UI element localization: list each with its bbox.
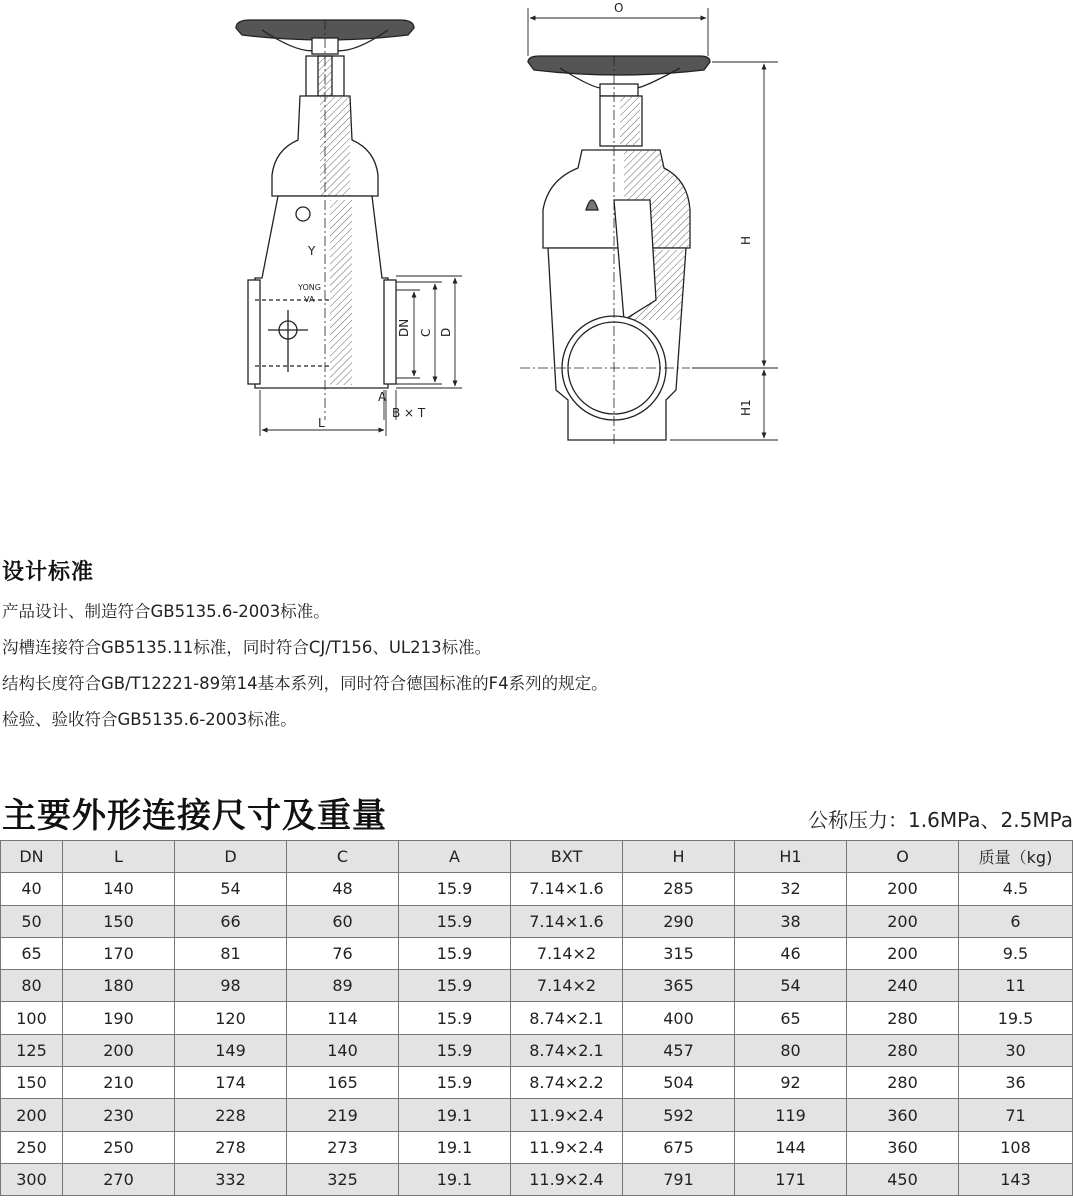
table-cell: 125: [1, 1034, 63, 1066]
table-cell: 54: [735, 970, 847, 1002]
table-row: [1, 970, 1073, 1002]
design-standards-title: 设计标准: [2, 560, 95, 585]
table-cell: 315: [623, 937, 735, 969]
table-row: [1, 1067, 1073, 1099]
table-cell: 120: [175, 1002, 287, 1034]
table-cell: 280: [847, 1034, 959, 1066]
table-cell: 30: [959, 1034, 1073, 1066]
table-row: [1, 1163, 1073, 1195]
table-cell: 592: [623, 1099, 735, 1131]
table-cell: 36: [959, 1067, 1073, 1099]
table-cell: 171: [735, 1163, 847, 1195]
table-row: [1, 937, 1073, 969]
table-cell: 11: [959, 970, 1073, 1002]
table-cell: 11.9×2.4: [511, 1163, 623, 1195]
table-cell: 15.9: [399, 1034, 511, 1066]
table-cell: 6: [959, 905, 1073, 937]
table-cell: 150: [1, 1067, 63, 1099]
table-cell: 4.5: [959, 873, 1073, 905]
table-cell: 280: [847, 1067, 959, 1099]
table-cell: 19.1: [399, 1131, 511, 1163]
table-cell: 250: [1, 1131, 63, 1163]
table-header-area: [0, 786, 1073, 836]
nominal-pressure: 公称压力：1.6MPa、2.5MPa: [808, 808, 1073, 832]
table-cell: 325: [287, 1163, 399, 1195]
table-cell: 165: [287, 1067, 399, 1099]
table-cell: 7.14×1.6: [511, 905, 623, 937]
table-cell: 119: [735, 1099, 847, 1131]
valve-technical-drawing: [0, 0, 1073, 460]
table-cell: 66: [175, 905, 287, 937]
table-cell: 32: [735, 873, 847, 905]
dimensions-weight-table: [0, 840, 1073, 1196]
table-cell: 40: [1, 873, 63, 905]
table-cell: 15.9: [399, 1067, 511, 1099]
table-cell: 60: [287, 905, 399, 937]
side-section-view: [520, 56, 710, 445]
table-cell: 365: [623, 970, 735, 1002]
table-cell: 200: [63, 1034, 175, 1066]
table-row: [1, 873, 1073, 905]
table-cell: 15.9: [399, 873, 511, 905]
table-cell: 200: [847, 873, 959, 905]
dim-label-c: C: [419, 328, 433, 337]
table-cell: 228: [175, 1099, 287, 1131]
table-cell: 273: [287, 1131, 399, 1163]
dim-label-d: D: [439, 327, 453, 337]
table-cell: 143: [959, 1163, 1073, 1195]
table-cell: 140: [63, 873, 175, 905]
column-header: C: [287, 841, 399, 873]
dim-label-h1: H1: [739, 399, 753, 416]
table-cell: 80: [1, 970, 63, 1002]
table-cell: 7.14×1.6: [511, 873, 623, 905]
column-header: 质量（kg): [959, 841, 1073, 873]
table-cell: 200: [1, 1099, 63, 1131]
column-header: DN: [1, 841, 63, 873]
table-cell: 210: [63, 1067, 175, 1099]
design-standards-section: [2, 555, 1062, 738]
standard-line-3: 结构长度符合GB/T12221-89第14基本系列，同时符合德国标准的F4系列的规定。: [2, 674, 608, 693]
table-cell: 108: [959, 1131, 1073, 1163]
dim-label-bxt: B × T: [392, 406, 426, 420]
column-header: H: [623, 841, 735, 873]
table-cell: 174: [175, 1067, 287, 1099]
table-row: [1, 1034, 1073, 1066]
standard-line-1: 产品设计、制造符合GB5135.6-2003标准。: [2, 602, 330, 621]
table-cell: 280: [847, 1002, 959, 1034]
table-cell: 150: [63, 905, 175, 937]
table-cell: 114: [287, 1002, 399, 1034]
table-cell: 300: [1, 1163, 63, 1195]
table-cell: 360: [847, 1099, 959, 1131]
table-cell: 149: [175, 1034, 287, 1066]
table-cell: 332: [175, 1163, 287, 1195]
table-cell: 9.5: [959, 937, 1073, 969]
table-cell: 278: [175, 1131, 287, 1163]
table-cell: 504: [623, 1067, 735, 1099]
table-cell: 15.9: [399, 937, 511, 969]
table-cell: 80: [735, 1034, 847, 1066]
table-cell: 675: [623, 1131, 735, 1163]
table-cell: 250: [63, 1131, 175, 1163]
body-letter-y: Y: [308, 244, 316, 258]
dim-label-dn: DN: [397, 318, 411, 337]
column-header: D: [175, 841, 287, 873]
table-cell: 285: [623, 873, 735, 905]
table-cell: 50: [1, 905, 63, 937]
table-cell: 19.5: [959, 1002, 1073, 1034]
table-cell: 190: [63, 1002, 175, 1034]
table-title: 主要外形连接尺寸及重量: [2, 796, 387, 836]
table-row: [1, 1131, 1073, 1163]
table-cell: 76: [287, 937, 399, 969]
table-cell: 38: [735, 905, 847, 937]
standard-line-2: 沟槽连接符合GB5135.11标准，同时符合CJ/T156、UL213标准。: [2, 638, 492, 657]
dim-label-o: O: [614, 1, 624, 15]
table-cell: 791: [623, 1163, 735, 1195]
front-section-view: [236, 20, 414, 420]
table-cell: 15.9: [399, 1002, 511, 1034]
table-cell: 89: [287, 970, 399, 1002]
table-cell: 65: [735, 1002, 847, 1034]
table-cell: 65: [1, 937, 63, 969]
table-cell: 11.9×2.4: [511, 1131, 623, 1163]
table-cell: 457: [623, 1034, 735, 1066]
table-cell: 170: [63, 937, 175, 969]
table-cell: 360: [847, 1131, 959, 1163]
table-cell: 180: [63, 970, 175, 1002]
table-cell: 270: [63, 1163, 175, 1195]
table-cell: 11.9×2.4: [511, 1099, 623, 1131]
table-cell: 15.9: [399, 905, 511, 937]
table-cell: 98: [175, 970, 287, 1002]
table-cell: 8.74×2.1: [511, 1002, 623, 1034]
table-cell: 100: [1, 1002, 63, 1034]
table-cell: 140: [287, 1034, 399, 1066]
column-header: BXT: [511, 841, 623, 873]
table-cell: 219: [287, 1099, 399, 1131]
table-cell: 8.74×2.2: [511, 1067, 623, 1099]
table-cell: 81: [175, 937, 287, 969]
table-cell: 290: [623, 905, 735, 937]
table-cell: 19.1: [399, 1099, 511, 1131]
table-cell: 400: [623, 1002, 735, 1034]
table-cell: 19.1: [399, 1163, 511, 1195]
column-header: H1: [735, 841, 847, 873]
column-header: L: [63, 841, 175, 873]
table-cell: 7.14×2: [511, 937, 623, 969]
table-cell: 8.74×2.1: [511, 1034, 623, 1066]
table-cell: 48: [287, 873, 399, 905]
table-cell: 7.14×2: [511, 970, 623, 1002]
table-cell: 92: [735, 1067, 847, 1099]
dim-label-h: H: [739, 235, 753, 245]
table-row: [1, 1099, 1073, 1131]
table-cell: 200: [847, 905, 959, 937]
dim-label-a: A: [378, 390, 387, 404]
dim-label-l: L: [318, 416, 325, 430]
table-cell: 230: [63, 1099, 175, 1131]
table-row: [1, 1002, 1073, 1034]
body-letters-yong: YONG: [298, 283, 321, 292]
table-cell: 15.9: [399, 970, 511, 1002]
table-header-row: [1, 841, 1073, 873]
table-cell: 71: [959, 1099, 1073, 1131]
table-row: [1, 905, 1073, 937]
table-cell: 144: [735, 1131, 847, 1163]
table-cell: 200: [847, 937, 959, 969]
column-header: A: [399, 841, 511, 873]
table-cell: 46: [735, 937, 847, 969]
body-letters-va: VA: [304, 295, 315, 304]
standard-line-4: 检验、验收符合GB5135.6-2003标准。: [2, 710, 297, 729]
column-header: O: [847, 841, 959, 873]
table-body: [1, 873, 1073, 1196]
table-cell: 450: [847, 1163, 959, 1195]
table-cell: 54: [175, 873, 287, 905]
table-cell: 240: [847, 970, 959, 1002]
